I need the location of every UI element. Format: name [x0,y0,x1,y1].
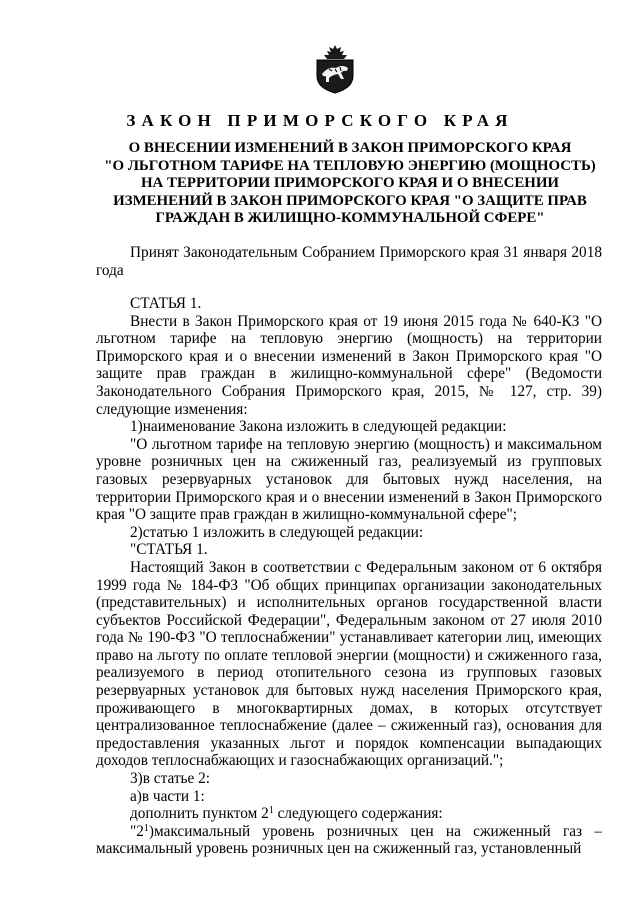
law-title: ЗАКОН ПРИМОРСКОГО КРАЯ [126,111,514,130]
paragraph: "О льготном тарифе на тепловую энергию (мощность) и максимальном уровне розничных цен на сжиженный газ, реализуемый из групповых газовых резервуарных установок для бытовых нужд населения, на территории Приморского края и о внесении изменений в Закон Приморского края "О защите прав граждан в жилищно-коммунальной сфере"; [96,435,602,524]
paragraph: Настоящий Закон в соответствии с Федеральным законом от 6 октября 1999 года № 184-ФЗ "Об общих принципах организации законодательных (представительных) и исполнительных органов государственной власти субъектов Российской Федерации", Федеральным законом от 27 июля 2010 года № 190-ФЗ "О теплоснабжении" устанавливает категории лиц, имеющих право на льготу по оплате тепловой энергии (мощности) и сжиженного газа, реализуемого в период отопительного сезона из групповых газовых резервуарных установок для бытовых нужд населения Приморского края, проживающего в многоквартирных домах, в которых отсутствует централизованное теплоснабжение (далее – сжиженный газ), основания для предоставления указанных льгот и порядок компенсации выпадающих доходов теплоснабжающих и газоснабжающих организаций."; [96,558,602,770]
text-run: следующего содержания: [273,805,443,823]
paragraph: а)в части 1: [130,787,205,805]
paragraph [96,823,602,858]
heading-line: О ВНЕСЕНИИ ИЗМЕНЕНИЙ В ЗАКОН ПРИМОРСКОГО КРАЯ [128,140,572,156]
paragraph: Внести в Закон Приморского края от 19 июня 2015 года № 640-КЗ "О льготном тарифе на тепловую энергию (мощность) на территории Приморского края и о внесении изменений в Закон Приморского края "О защите прав граждан в жилищно-коммунальной сфере" (Ведомости Законодательного Собрания Приморского края, 2015, № 127, стр. 39) следующие изменения: [96,312,602,418]
article-heading: СТАТЬЯ 1. [130,295,202,312]
heading-line: "О ЛЬГОТНОМ ТАРИФЕ НА ТЕПЛОВУЮ ЭНЕРГИЮ (МОЩНОСТЬ) [104,157,596,174]
heading-line: НА ТЕРРИТОРИИ ПРИМОРСКОГО КРАЯ И О ВНЕСЕНИИ [140,175,560,192]
adoption-note: Принят Законодательным Собранием Приморского края 31 января 2018 года [96,244,602,279]
law-heading [86,140,614,228]
coat-of-arms-icon [314,44,356,94]
text-run: "2 [130,822,144,840]
paragraph: 1)наименование Закона изложить в следующей редакции: [130,418,507,436]
superscript: 1 [268,805,274,817]
text-run: дополнить пунктом 2 [130,805,269,823]
paragraph: 2)статью 1 изложить в следующей редакции: [130,523,424,541]
text-run: )максимальный уровень розничных цен на сжиженный газ – максимальный уровень розничных цен на сжиженный газ, установленный [96,822,602,858]
superscript: 1 [143,822,149,834]
paragraph: 3)в статье 2: [130,770,211,788]
paragraph: "СТАТЬЯ 1. [130,541,208,559]
heading-line: ГРАЖДАН В ЖИЛИЩНО-КОММУНАЛЬНОЙ СФЕРЕ" [155,210,545,227]
paragraph [96,805,602,823]
law-body [96,295,602,858]
heading-line: ИЗМЕНЕНИЙ В ЗАКОН ПРИМОРСКОГО КРАЯ "О ЗАЩИТЕ ПРАВ [113,192,587,209]
